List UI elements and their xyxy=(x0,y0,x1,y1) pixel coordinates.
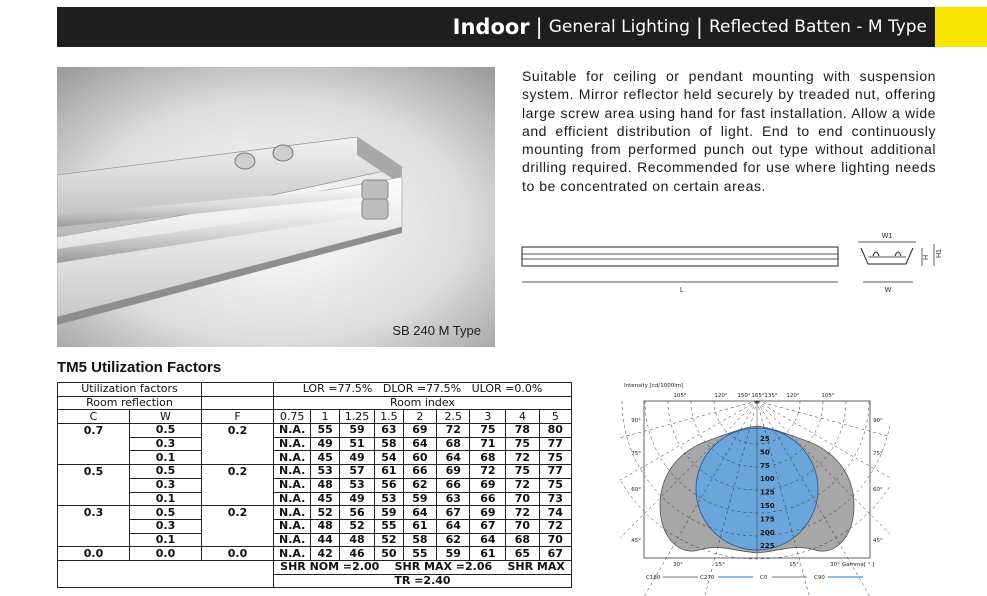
cell-w: 0.1 xyxy=(130,533,202,547)
cell-value: 64 xyxy=(437,519,470,533)
ulor-value: ULOR =0.0% xyxy=(471,382,543,396)
cell-w: 0.3 xyxy=(130,478,202,492)
col-header-c: C xyxy=(58,410,130,424)
room-index-header: 1 xyxy=(311,410,340,424)
cell-w: 0.3 xyxy=(130,437,202,451)
cell-value: 71 xyxy=(470,437,506,451)
table-column-header-row xyxy=(58,410,572,424)
cell-value: 63 xyxy=(375,424,404,438)
cell-value: N.A. xyxy=(274,424,311,438)
cell-value: 68 xyxy=(437,437,470,451)
table-row xyxy=(58,465,572,479)
cell-value: 55 xyxy=(311,424,340,438)
cell-c xyxy=(58,478,130,492)
shr-max-label: SHR MAX xyxy=(507,560,565,574)
cell-value: 52 xyxy=(339,519,374,533)
polar-ring-label: 125 xyxy=(760,488,775,497)
polar-unit-label: Intensity [cd/1000lm] xyxy=(624,383,684,389)
shr-nom: SHR NOM =2.00 xyxy=(280,560,380,574)
empty-cell xyxy=(202,383,274,397)
cell-value: 52 xyxy=(311,506,340,520)
cell-value: 59 xyxy=(437,547,470,561)
cell-f: 0.2 xyxy=(202,506,274,520)
cell-value: 69 xyxy=(403,424,436,438)
polar-ring-label: 225 xyxy=(760,542,775,551)
cell-value: 59 xyxy=(375,506,404,520)
cell-value: 60 xyxy=(403,451,436,465)
cell-value: 64 xyxy=(470,533,506,547)
table-row xyxy=(58,478,572,492)
cell-value: N.A. xyxy=(274,437,311,451)
cell-f: 0.2 xyxy=(202,465,274,479)
polar-top-angle-labels xyxy=(673,393,834,399)
cell-value: 55 xyxy=(375,519,404,533)
cell-value: 61 xyxy=(375,465,404,479)
cell-value: 61 xyxy=(403,519,436,533)
cell-value: 50 xyxy=(375,547,404,561)
col-header-f: F xyxy=(202,410,274,424)
cell-value: 53 xyxy=(311,465,340,479)
dlor-value: DLOR =77.5% xyxy=(382,382,462,396)
cell-value: 61 xyxy=(470,547,506,561)
cell-value: 80 xyxy=(539,424,571,438)
tr-value: TR =2.40 xyxy=(274,574,572,588)
lor-value: LOR =77.5% xyxy=(302,382,373,396)
cell-c: 0.3 xyxy=(58,506,130,520)
shr-max: SHR MAX =2.06 xyxy=(394,560,493,574)
cell-f xyxy=(202,533,274,547)
polar-bottom-angle-labels xyxy=(673,562,840,568)
cell-value: 67 xyxy=(539,547,571,561)
cell-w: 0.0 xyxy=(130,547,202,561)
cell-f xyxy=(202,519,274,533)
cell-value: 75 xyxy=(539,478,571,492)
legend-c180: C180 xyxy=(646,575,661,581)
cell-value: 67 xyxy=(470,519,506,533)
room-index-header: 1.25 xyxy=(339,410,374,424)
cell-value: 66 xyxy=(403,465,436,479)
polar-top-angle-label: 150° xyxy=(737,393,751,399)
cell-w: 0.1 xyxy=(130,492,202,506)
dim-w1-label: W1 xyxy=(881,233,893,240)
cell-value: 48 xyxy=(311,478,340,492)
cell-value: 49 xyxy=(339,492,374,506)
product-photo xyxy=(57,67,495,347)
cell-value: N.A. xyxy=(274,533,311,547)
cell-value: N.A. xyxy=(274,478,311,492)
polar-right-angle-label: 45° xyxy=(873,538,883,544)
cell-value: 75 xyxy=(506,465,539,479)
cell-value: 59 xyxy=(339,424,374,438)
cell-value: 68 xyxy=(470,451,506,465)
cell-value: 54 xyxy=(375,451,404,465)
empty-cell xyxy=(202,396,274,410)
room-index-header: 0.75 xyxy=(274,410,311,424)
cell-value: 45 xyxy=(311,492,340,506)
cell-value: 53 xyxy=(375,492,404,506)
cell-value: 68 xyxy=(506,533,539,547)
cell-value: 58 xyxy=(375,437,404,451)
polar-ring-label: 175 xyxy=(760,515,775,524)
polar-ring-label: 200 xyxy=(760,528,775,537)
room-index-header: 5 xyxy=(539,410,571,424)
cell-w: 0.5 xyxy=(130,506,202,520)
table-row xyxy=(58,533,572,547)
cell-value: 66 xyxy=(437,478,470,492)
cell-value: 59 xyxy=(403,492,436,506)
cell-value: 77 xyxy=(539,465,571,479)
room-index-header: 2.5 xyxy=(437,410,470,424)
cell-value: 70 xyxy=(539,533,571,547)
empty-cell xyxy=(58,574,274,588)
room-index-header: 2 xyxy=(403,410,436,424)
cell-value: 73 xyxy=(539,492,571,506)
utilization-factors-table xyxy=(57,382,572,588)
polar-top-angle-label: 105° xyxy=(821,393,835,399)
cell-value: 66 xyxy=(470,492,506,506)
dim-h1-label: H1 xyxy=(936,249,943,258)
room-index-label: Room index xyxy=(274,396,572,410)
cell-value: 69 xyxy=(470,506,506,520)
polar-top-angle-label: 135° xyxy=(764,393,778,399)
table-title: TM5 Utilization Factors xyxy=(57,359,222,376)
cell-value: 72 xyxy=(506,506,539,520)
cell-value: N.A. xyxy=(274,465,311,479)
cell-value: 72 xyxy=(506,478,539,492)
table-header-row xyxy=(58,383,572,397)
polar-top-angle-label: 165° xyxy=(751,393,765,399)
cell-value: 62 xyxy=(437,533,470,547)
cell-value: 53 xyxy=(339,478,374,492)
cell-c: 0.7 xyxy=(58,424,130,438)
polar-gamma-label: Gamma[ ° ] xyxy=(842,562,875,568)
polar-top-angle-label: 120° xyxy=(786,393,800,399)
polar-right-angle-label: 75° xyxy=(873,451,883,457)
cell-value: 64 xyxy=(403,506,436,520)
room-index-header: 4 xyxy=(506,410,539,424)
cell-value: 48 xyxy=(311,519,340,533)
polar-bottom-angle-label: 30° xyxy=(673,562,683,568)
polar-bottom-angle-label: 15° xyxy=(789,562,799,568)
cell-value: 62 xyxy=(403,478,436,492)
cell-value: 72 xyxy=(506,451,539,465)
cell-value: 75 xyxy=(506,437,539,451)
table-row xyxy=(58,519,572,533)
cell-value: 75 xyxy=(470,424,506,438)
header-main: Indoor xyxy=(452,15,530,39)
cell-f xyxy=(202,451,274,465)
table-row xyxy=(58,437,572,451)
cell-value: 69 xyxy=(437,465,470,479)
table-body xyxy=(58,424,572,561)
cell-value: N.A. xyxy=(274,451,311,465)
cell-c: 0.0 xyxy=(58,547,130,561)
cell-c: 0.5 xyxy=(58,465,130,479)
cell-c xyxy=(58,492,130,506)
cell-value: 78 xyxy=(506,424,539,438)
cell-value: 55 xyxy=(403,547,436,561)
cell-w: 0.1 xyxy=(130,451,202,465)
polar-left-angle-label: 45° xyxy=(631,538,641,544)
room-reflection-label: Room reflection xyxy=(58,396,202,410)
legend-c0: C0 xyxy=(760,575,768,581)
cell-c xyxy=(58,519,130,533)
cell-f xyxy=(202,492,274,506)
dim-h-label: H xyxy=(923,254,930,260)
cell-w: 0.5 xyxy=(130,465,202,479)
table-footer-row xyxy=(58,560,572,574)
polar-bottom-angle-label: 30° xyxy=(830,562,840,568)
cell-value: 51 xyxy=(339,437,374,451)
cell-value: 58 xyxy=(403,533,436,547)
cell-value: 49 xyxy=(339,451,374,465)
polar-top-angle-label: 105° xyxy=(673,393,687,399)
cell-value: 72 xyxy=(539,519,571,533)
cell-f xyxy=(202,478,274,492)
polar-right-angle-label: 60° xyxy=(873,487,883,493)
polar-top-angle-label: 120° xyxy=(714,393,728,399)
uf-label: Utilization factors xyxy=(58,383,202,397)
col-header-w: W xyxy=(130,410,202,424)
header-separator: | xyxy=(695,15,703,39)
header-separator: | xyxy=(535,15,543,39)
room-index-header: 1.5 xyxy=(375,410,404,424)
cell-value: 70 xyxy=(506,519,539,533)
polar-ring-label: 100 xyxy=(760,475,775,484)
cell-value: 48 xyxy=(339,533,374,547)
polar-right-angle-label: 90° xyxy=(873,418,883,424)
header-title xyxy=(453,7,927,47)
cell-value: 44 xyxy=(311,533,340,547)
cell-value: 65 xyxy=(506,547,539,561)
cell-value: 49 xyxy=(311,437,340,451)
dim-length-label: L xyxy=(680,287,684,294)
product-description: Suitable for ceiling or pendant mounting with suspension system. Mirror reflector held securely by treaded nut, offering large screw area using hand for fast installation. Allow a wide and efficient distribution of light. End to end continuously mounting from performed punch out type without additional drilling required. Recommended for use where lighting needs to be concentrated on certain areas. xyxy=(522,68,936,194)
header-product-type: Reflected Batten - M Type xyxy=(708,17,927,37)
cell-c xyxy=(58,533,130,547)
cell-value: 74 xyxy=(539,506,571,520)
cell-value: 64 xyxy=(437,451,470,465)
cell-value: 70 xyxy=(506,492,539,506)
cell-value: 45 xyxy=(311,451,340,465)
shr-summary xyxy=(274,560,572,574)
polar-left-angle-label: 90° xyxy=(631,418,641,424)
polar-left-angle-label: 75° xyxy=(631,451,641,457)
cell-value: 56 xyxy=(375,478,404,492)
cell-value: N.A. xyxy=(274,547,311,561)
room-index-header: 3 xyxy=(470,410,506,424)
table-row xyxy=(58,506,572,520)
cell-value: 56 xyxy=(339,506,374,520)
cell-value: 42 xyxy=(311,547,340,561)
polar-ring-label: 75 xyxy=(760,461,770,470)
header-category: General Lighting xyxy=(548,17,690,37)
polar-legend xyxy=(646,575,863,581)
table-row xyxy=(58,547,572,561)
polar-left-angle-label: 60° xyxy=(631,487,641,493)
cell-value: 67 xyxy=(437,506,470,520)
cell-w: 0.5 xyxy=(130,424,202,438)
empty-cell xyxy=(58,560,274,574)
table-row xyxy=(58,492,572,506)
table-header-row xyxy=(58,396,572,410)
table-footer-row xyxy=(58,574,572,588)
cell-value: 46 xyxy=(339,547,374,561)
cell-value: 57 xyxy=(339,465,374,479)
cell-value: 72 xyxy=(470,465,506,479)
cell-f: 0.0 xyxy=(202,547,274,561)
polar-ring-label: 150 xyxy=(760,502,775,510)
cell-value: 72 xyxy=(437,424,470,438)
header-bar xyxy=(57,7,935,47)
photo-caption: SB 240 M Type xyxy=(392,323,481,338)
cell-value: 52 xyxy=(375,533,404,547)
cell-value: 77 xyxy=(539,437,571,451)
cell-value: N.A. xyxy=(274,506,311,520)
cell-w: 0.3 xyxy=(130,519,202,533)
dim-w-label: W xyxy=(884,287,892,294)
lor-summary xyxy=(274,383,572,397)
header-accent xyxy=(935,7,987,47)
cell-value: 63 xyxy=(437,492,470,506)
cell-f: 0.2 xyxy=(202,424,274,438)
cell-value: 64 xyxy=(403,437,436,451)
cell-f xyxy=(202,437,274,451)
polar-distribution-chart xyxy=(620,378,890,596)
cell-value: 75 xyxy=(539,451,571,465)
cell-value: 69 xyxy=(470,478,506,492)
table-row xyxy=(58,424,572,438)
polar-ring-label: 50 xyxy=(760,448,770,457)
table-row xyxy=(58,451,572,465)
polar-ring-label: 25 xyxy=(760,435,770,443)
cell-c xyxy=(58,437,130,451)
polar-bottom-angle-label: 15° xyxy=(715,562,725,568)
dimension-drawing xyxy=(518,226,958,296)
cell-value: N.A. xyxy=(274,492,311,506)
legend-c90: C90 xyxy=(814,575,825,581)
cell-c xyxy=(58,451,130,465)
cell-value: N.A. xyxy=(274,519,311,533)
legend-c270: C270 xyxy=(700,575,715,581)
